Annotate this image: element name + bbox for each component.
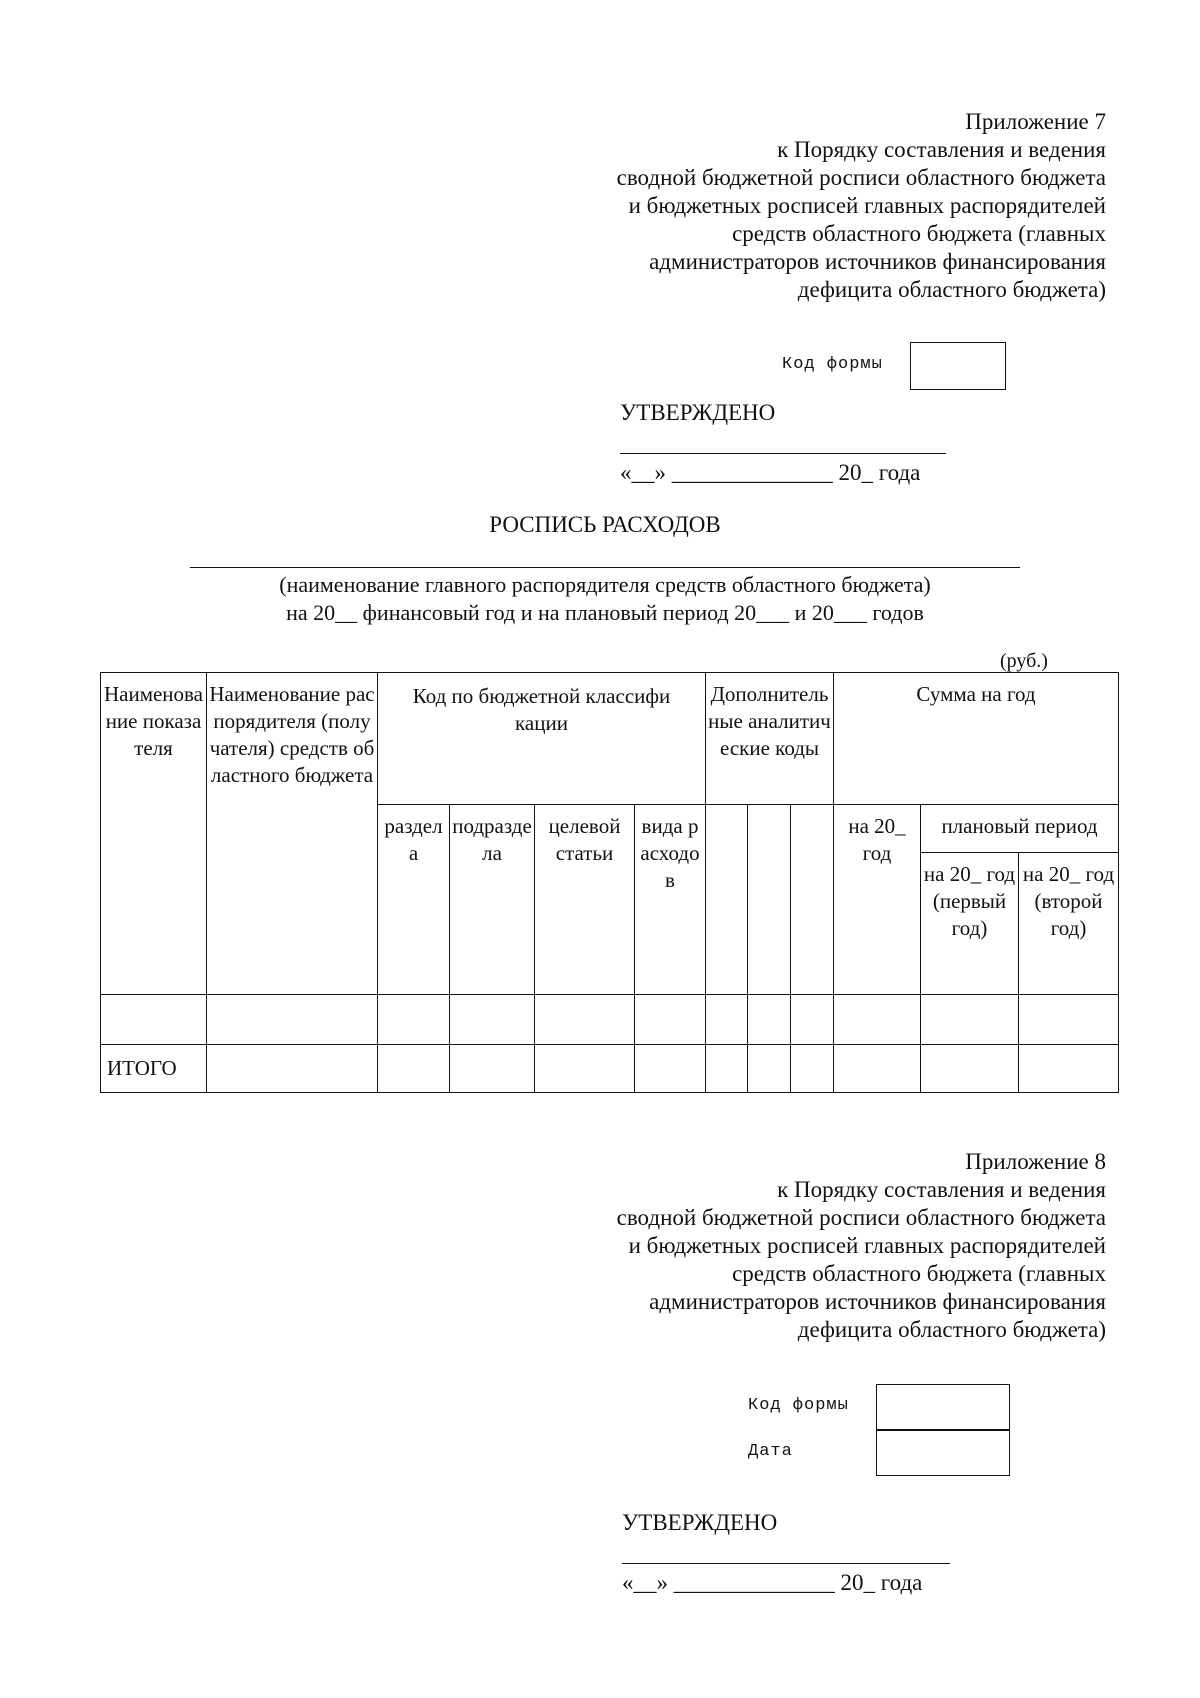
approval-date[interactable]: «__» ______________ 20_ года [622, 1570, 923, 1595]
header-second-plan-year: на 20_ год (второй год) [1019, 853, 1119, 995]
header-planning-period: плановый период [921, 805, 1119, 853]
form-code-label: Код формы [748, 1396, 849, 1415]
table-cell[interactable] [921, 1045, 1019, 1093]
approval-date[interactable]: «__» ______________ 20_ года [620, 460, 921, 485]
appendix-line: дефицита областного бюджета) [797, 277, 1106, 302]
header-target-item: целевой статьи [535, 805, 635, 995]
table-cell[interactable] [706, 1045, 748, 1093]
appendix-8-header [617, 1148, 1106, 1344]
table-cell[interactable] [378, 995, 450, 1045]
table-cell[interactable] [834, 1045, 921, 1093]
form-code-field[interactable] [876, 1384, 1010, 1430]
document-title: РОСПИСЬ РАСХОДОВ [489, 512, 721, 537]
appendix-7-header [617, 108, 1106, 304]
appendix-line: дефицита областного бюджета) [797, 1317, 1106, 1342]
table-row [101, 995, 1119, 1045]
header-subsection: подраздела [450, 805, 535, 995]
header-expense-type: вида расходов [635, 805, 706, 995]
form-code-field[interactable] [910, 342, 1006, 390]
table-cell[interactable] [450, 1045, 535, 1093]
appendix-line: сводной бюджетной росписи областного бюджета [616, 1205, 1106, 1230]
appendix-line: средств областного бюджета (главных [732, 1261, 1106, 1286]
header-recipient: Наименование распорядителя (получателя) средств областного бюджета [207, 673, 378, 995]
unit-label: (руб.) [1000, 650, 1048, 672]
distributor-name-line[interactable] [190, 567, 1020, 568]
appendix-line: и бюджетных росписей главных распорядителей [628, 193, 1106, 218]
header-indicator-name: Наименование показателя [101, 673, 207, 995]
header-extra-code-1 [706, 805, 748, 995]
appendix-line: к Порядку составления и ведения [777, 1177, 1106, 1202]
appendix-line: к Порядку составления и ведения [777, 137, 1106, 162]
table-cell[interactable] [378, 1045, 450, 1093]
header-extra-code-2 [748, 805, 791, 995]
table-cell[interactable] [921, 995, 1019, 1045]
table-cell[interactable] [748, 1045, 791, 1093]
table-cell[interactable] [791, 1045, 834, 1093]
appendix-line: администраторов источников финансирования [649, 1289, 1106, 1314]
header-annual-sum: Сумма на год [834, 673, 1119, 805]
table-cell[interactable] [635, 995, 706, 1045]
table-cell[interactable] [1019, 1045, 1119, 1093]
header-first-plan-year: на 20_ год (первый год) [921, 853, 1019, 995]
approved-label: УТВЕРЖДЕНО [620, 400, 776, 425]
form-code-label: Код формы [782, 355, 883, 374]
table-cell[interactable] [791, 995, 834, 1045]
appendix-line: Приложение 8 [965, 1149, 1106, 1174]
table-cell[interactable] [535, 1045, 635, 1093]
period-text: на 20__ финансовый год и на плановый период 20___ и 20___ годов [286, 600, 924, 625]
table-cell[interactable] [207, 995, 378, 1045]
table-cell[interactable] [706, 995, 748, 1045]
header-budget-code: Код по бюджетной классификации [378, 673, 706, 805]
table-cell[interactable] [101, 995, 207, 1045]
date-label: Дата [748, 1442, 793, 1461]
expenditure-table [100, 672, 1119, 1093]
table-cell[interactable] [635, 1045, 706, 1093]
appendix-line: и бюджетных росписей главных распорядителей [628, 1233, 1106, 1258]
table-cell[interactable] [207, 1045, 378, 1093]
table-cell[interactable] [535, 995, 635, 1045]
header-extra-code-3 [791, 805, 834, 995]
total-row [101, 1045, 1119, 1093]
header-additional-codes: Дополнительные аналитические коды [706, 673, 834, 805]
date-field[interactable] [876, 1430, 1010, 1476]
approved-label: УТВЕРЖДЕНО [622, 1510, 778, 1535]
header-current-year: на 20_ год [834, 805, 921, 995]
table-cell[interactable] [1019, 995, 1119, 1045]
signature-line[interactable] [622, 1563, 950, 1564]
appendix-line: Приложение 7 [965, 109, 1106, 134]
table-cell[interactable] [748, 995, 791, 1045]
table-cell[interactable] [834, 995, 921, 1045]
appendix-line: сводной бюджетной росписи областного бюджета [616, 165, 1106, 190]
header-section: раздела [378, 805, 450, 995]
distributor-caption: (наименование главного распорядителя средств областного бюджета) [279, 572, 931, 597]
signature-line[interactable] [620, 453, 946, 454]
appendix-line: средств областного бюджета (главных [732, 221, 1106, 246]
total-label: ИТОГО [101, 1045, 207, 1093]
table-cell[interactable] [450, 995, 535, 1045]
appendix-line: администраторов источников финансирования [649, 249, 1106, 274]
